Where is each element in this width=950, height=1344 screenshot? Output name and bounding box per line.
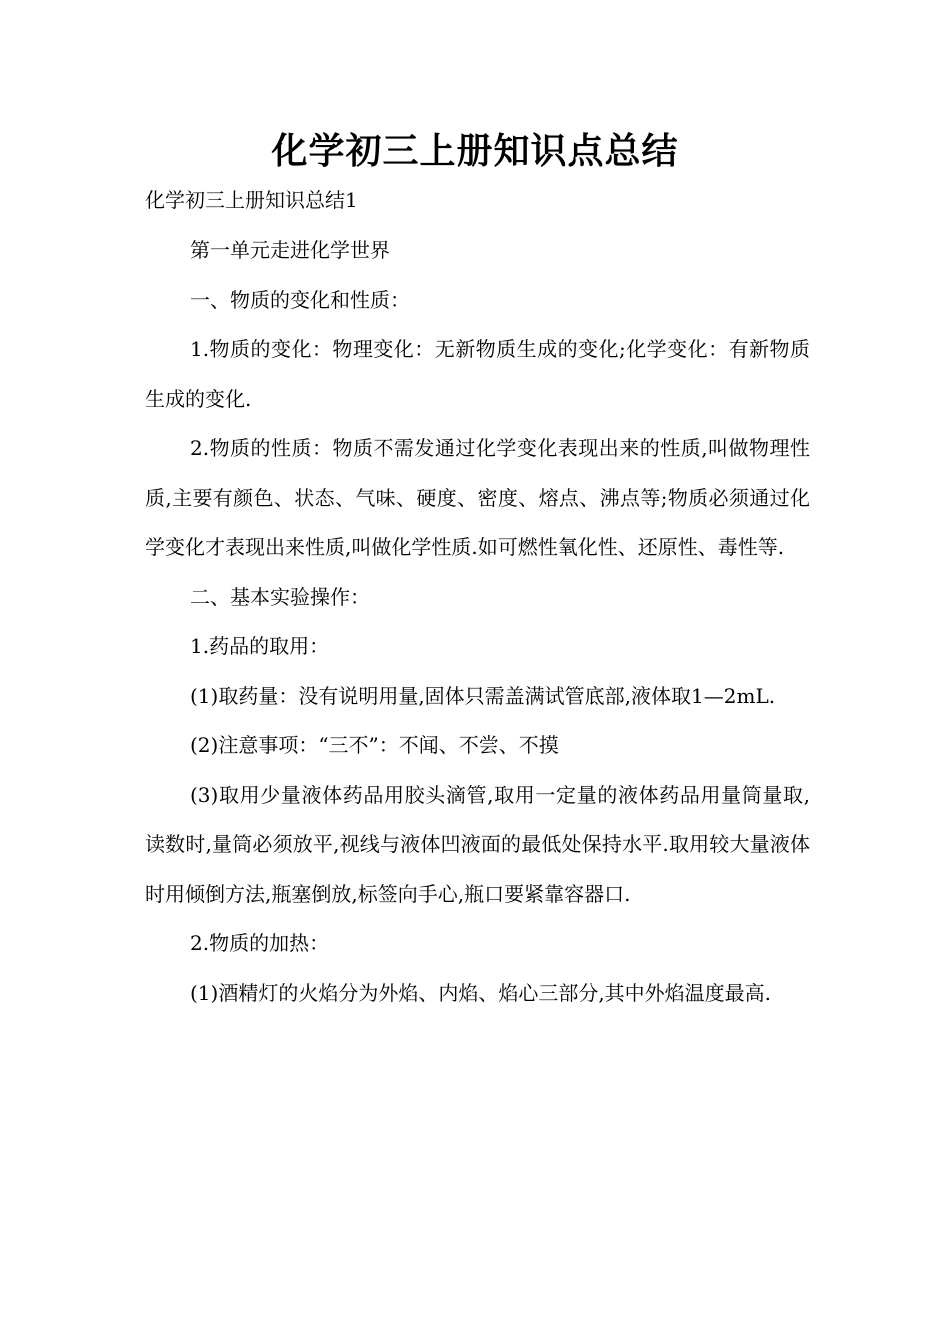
subsection-heading-1: 1.药品的取用：	[190, 634, 330, 658]
paragraph-liquid: (3)取用少量液体药品用胶头滴管,取用一定量的液体药品用量筒量取,读数时,量筒必须放平,视线与液体凹液面的最低处保持水平.取用较大量液体时用倾倒方法,瓶塞倒放,标签向手心,瓶口要紧靠容器口.	[145, 782, 810, 906]
document-subtitle: 化学初三上册知识总结1	[145, 188, 358, 212]
section-heading-2: 二、基本实验操作：	[190, 584, 370, 609]
paragraph-precautions: (2)注意事项：“三不”：不闻、不尝、不摸	[190, 733, 559, 757]
section-heading-1: 一、物质的变化和性质：	[190, 287, 410, 312]
paragraph-flame: (1)酒精灯的火焰分为外焰、内焰、焰心三部分,其中外焰温度最高.	[190, 980, 772, 1005]
paragraph-property: 2.物质的性质：物质不需发通过化学变化表现出来的性质,叫做物理性质,主要有颜色、状态、气味、硬度、密度、熔点、沸点等;物质必须通过化学变化才表现出来性质,叫做化学性质.如可燃性氧化性、还原性、毒性等.	[145, 436, 810, 559]
subsection-heading-2: 2.物质的加热：	[190, 931, 330, 955]
paragraph-change: 1.物质的变化：物理变化：无新物质生成的变化;化学变化：有新物质生成的变化.	[145, 337, 810, 411]
document-body	[145, 180, 810, 1018]
unit-heading: 第一单元走进化学世界	[190, 238, 390, 262]
paragraph-dosage: (1)取药量：没有说明用量,固体只需盖满试管底部,液体取1—2mL.	[190, 683, 776, 708]
document-title: 化学初三上册知识点总结	[271, 131, 679, 172]
